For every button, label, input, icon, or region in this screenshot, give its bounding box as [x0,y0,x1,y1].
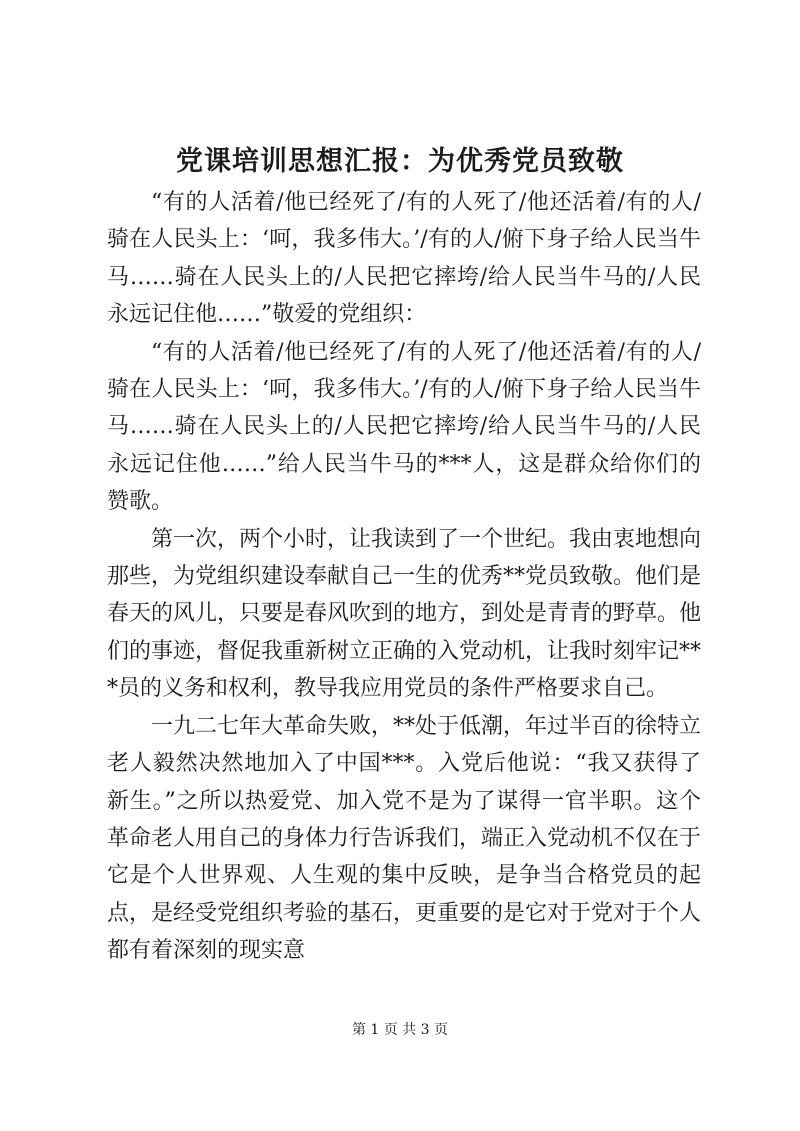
paragraph-4: 一九二七年大革命失败，**处于低潮，年过半百的徐特立老人毅然决然地加入了中国***。入党后他说：“我又获得了新生。”之所以热爱党、加入党不是为了谋得一官半职。这个革命老人用自己的身体力行告诉我们，端正入党动机不仅在于它是个人世界观、人生观的集中反映，是争当合格党员的起点，是经受党组织考验的基石，更重要的是它对于党对于个人都有着深刻的现实意 [107,713,702,964]
document-title: 党课培训思想汇报：为优秀党员致敬 [176,146,624,177]
page-number-footer: 第 1 页 共 3 页 [351,1022,449,1038]
paragraph-3: 第一次，两个小时，让我读到了一个世纪。我由衷地想向那些，为党组织建设奉献自己一生的优秀**党员致敬。他们是春天的风儿，只要是春风吹到的地方，到处是青青的野草。他们的事迹，督促我重新树立正确的入党动机，让我时刻牢记***员的义务和权利，教导我应用党员的条件严格要求自己。 [107,526,702,702]
paragraph-2: “有的人活着/他已经死了/有的人死了/他还活着/有的人/骑在人民头上：‘呵，我多伟大。’/有的人/俯下身子给人民当牛马……骑在人民头上的/人民把它摔垮/给人民当牛马的/人民永远记住他……”给人民当牛马的***人，这是群众给你们的赞歌。 [107,339,701,515]
paragraph-1: “有的人活着/他已经死了/有的人死了/他还活着/有的人/骑在人民头上：‘呵，我多伟大。’/有的人/俯下身子给人民当牛马……骑在人民头上的/人民把它摔垮/给人民当牛马的/人民永远记住他……”敬爱的党组织： [107,190,701,328]
document-body [107,184,701,970]
